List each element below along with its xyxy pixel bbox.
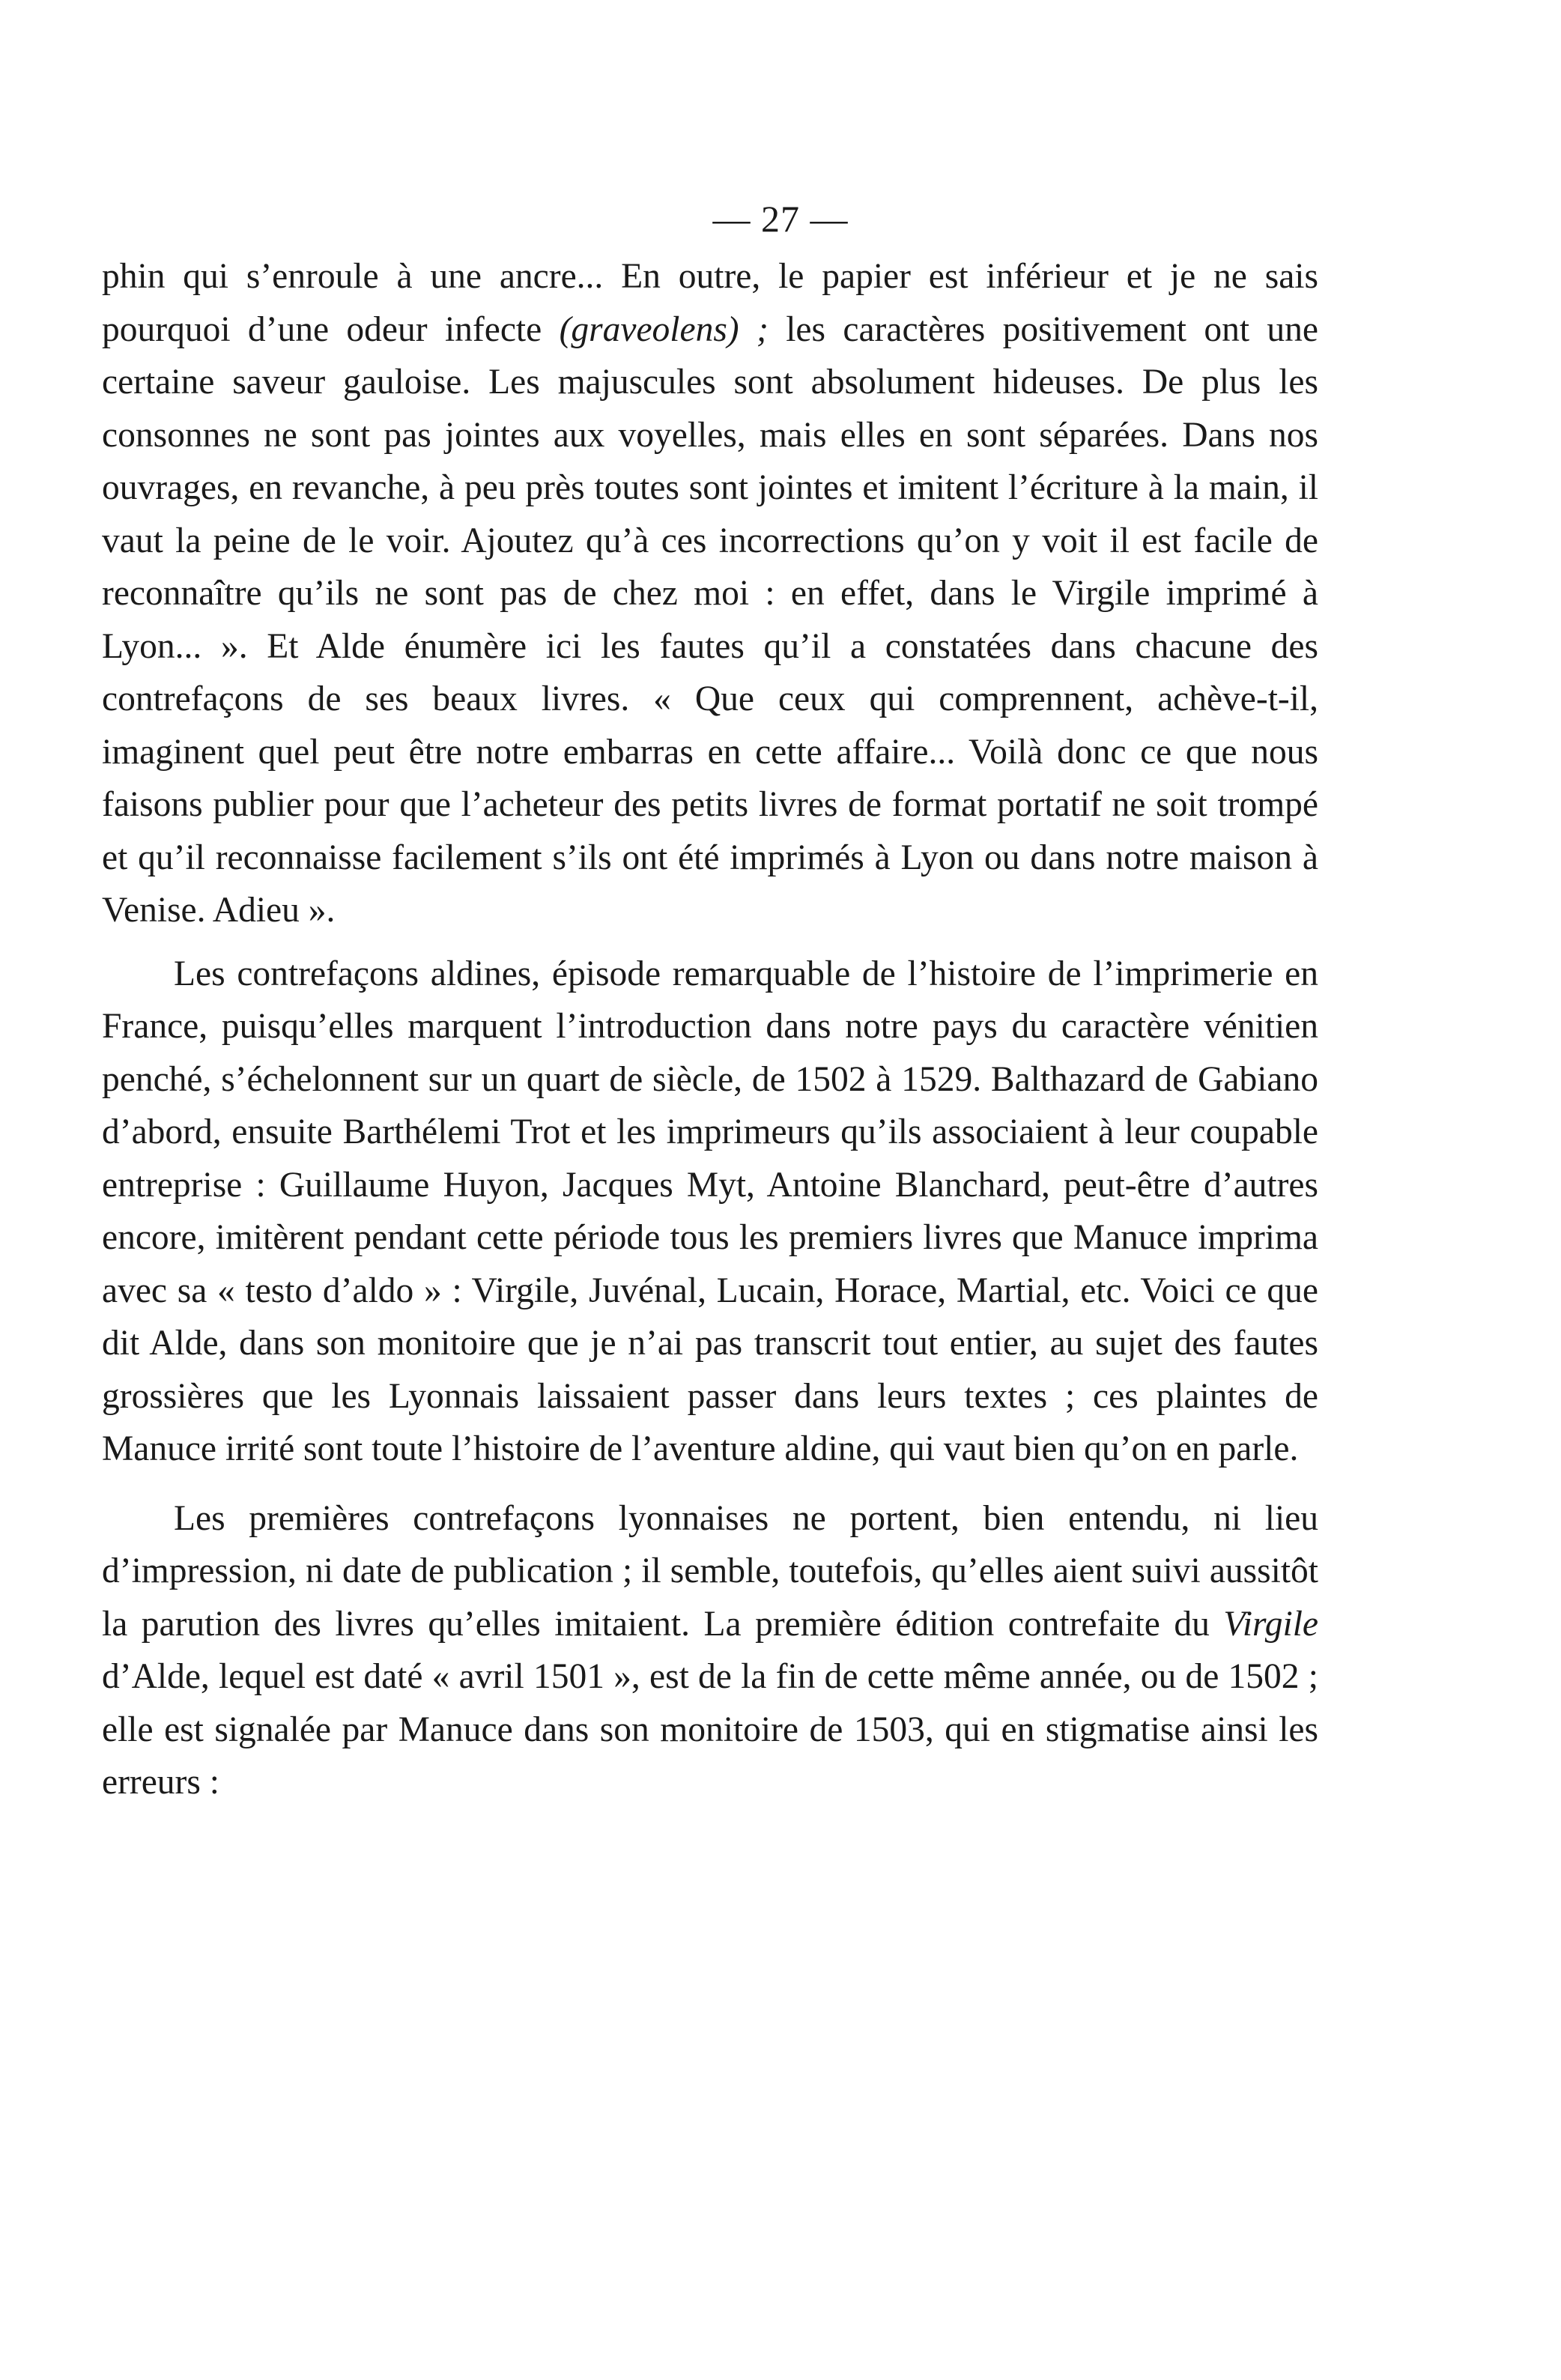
paragraph-1	[102, 250, 1318, 937]
page-number: — 27 —	[712, 198, 849, 240]
paragraph-1-rest: les caractères positivement ont une certaine saveur gauloise. Les majuscules sont absolument hideuses. De plus les consonnes ne sont pas jointes aux voyelles, mais elles en sont séparées. Dans nos ouvrages, en revanche, à peu près toutes sont jointes et imitent l’écriture à la main, il vaut la peine de le voir. Ajoutez qu’à ces incorrections qu’on y voit il est facile de reconnaître qu’ils ne sont pas de chez moi : en effet, dans le Virgile imprimé à Lyon... ». Et Alde énumère ici les fautes qu’il a constatées dans chacune des contrefaçons de ses beaux livres. « Que ceux qui comprennent, achève-t-il, imaginent quel peut être notre embarras en cette affaire... Voilà donc ce que nous faisons publier pour que l’acheteur des petits livres de format portatif ne soit trompé et qu’il reconnaisse facilement s’ils ont été imprimés à Lyon ou dans notre maison à Venise. Adieu ».	[102, 309, 1319, 930]
paragraph-3-italic: Virgile	[1223, 1604, 1318, 1644]
paragraph-2-text: Les contrefaçons aldines, épisode remarquable de l’histoire de l’imprimerie en France, puisqu’elles marquent l’introduction dans notre pays du caractère vénitien penché, s’échelonnent sur un quart de siècle, de 1502 à 1529. Balthazard de Gabiano d’abord, ensuite Barthélemi Trot et les imprimeurs qu’ils associaient à leur coupable entreprise : Guillaume Huyon, Jacques Myt, Antoine Blanchard, peut-être d’autres encore, imitèrent pendant cette période tous les premiers livres que Manuce imprima avec sa « testo d’aldo » : Virgile, Juvénal, Lucain, Horace, Martial, etc. Voici ce que dit Alde, dans son monitoire que je n’ai pas transcrit tout entier, au sujet des fautes grossières que les Lyonnais laissaient passer dans leurs textes ; ces plaintes de Manuce irrité sont toute l’histoire de l’aventure aldine, qui vaut bien qu’on en parle.	[102, 954, 1318, 1468]
paragraph-1-italic: (graveolens) ;	[559, 309, 769, 349]
paragraph-1-text: phin qui s’enroule à une ancre... En outre, le papier est inférieur et je ne sais pourquoi d’une odeur infecte	[102, 257, 1318, 349]
paragraph-3-text: Les premières contrefaçons lyonnaises ne portent, bien entendu, ni lieu d’impression, ni date de publication ; il semble, toutefois, qu’elles aient suivi aussitôt la parution des livres qu’elles imitaient. La première édition contrefaite du	[102, 1498, 1318, 1644]
paragraph-2	[102, 948, 1318, 1476]
paragraph-3	[102, 1492, 1318, 1809]
body-text	[102, 250, 1318, 1809]
paragraph-3-rest: d’Alde, lequel est daté « avril 1501 », est de la fin de cette même année, ou de 1502 ; elle est signalée par Manuce dans son monitoire de 1503, qui en stigmatise ainsi les erreurs :	[102, 1657, 1318, 1802]
